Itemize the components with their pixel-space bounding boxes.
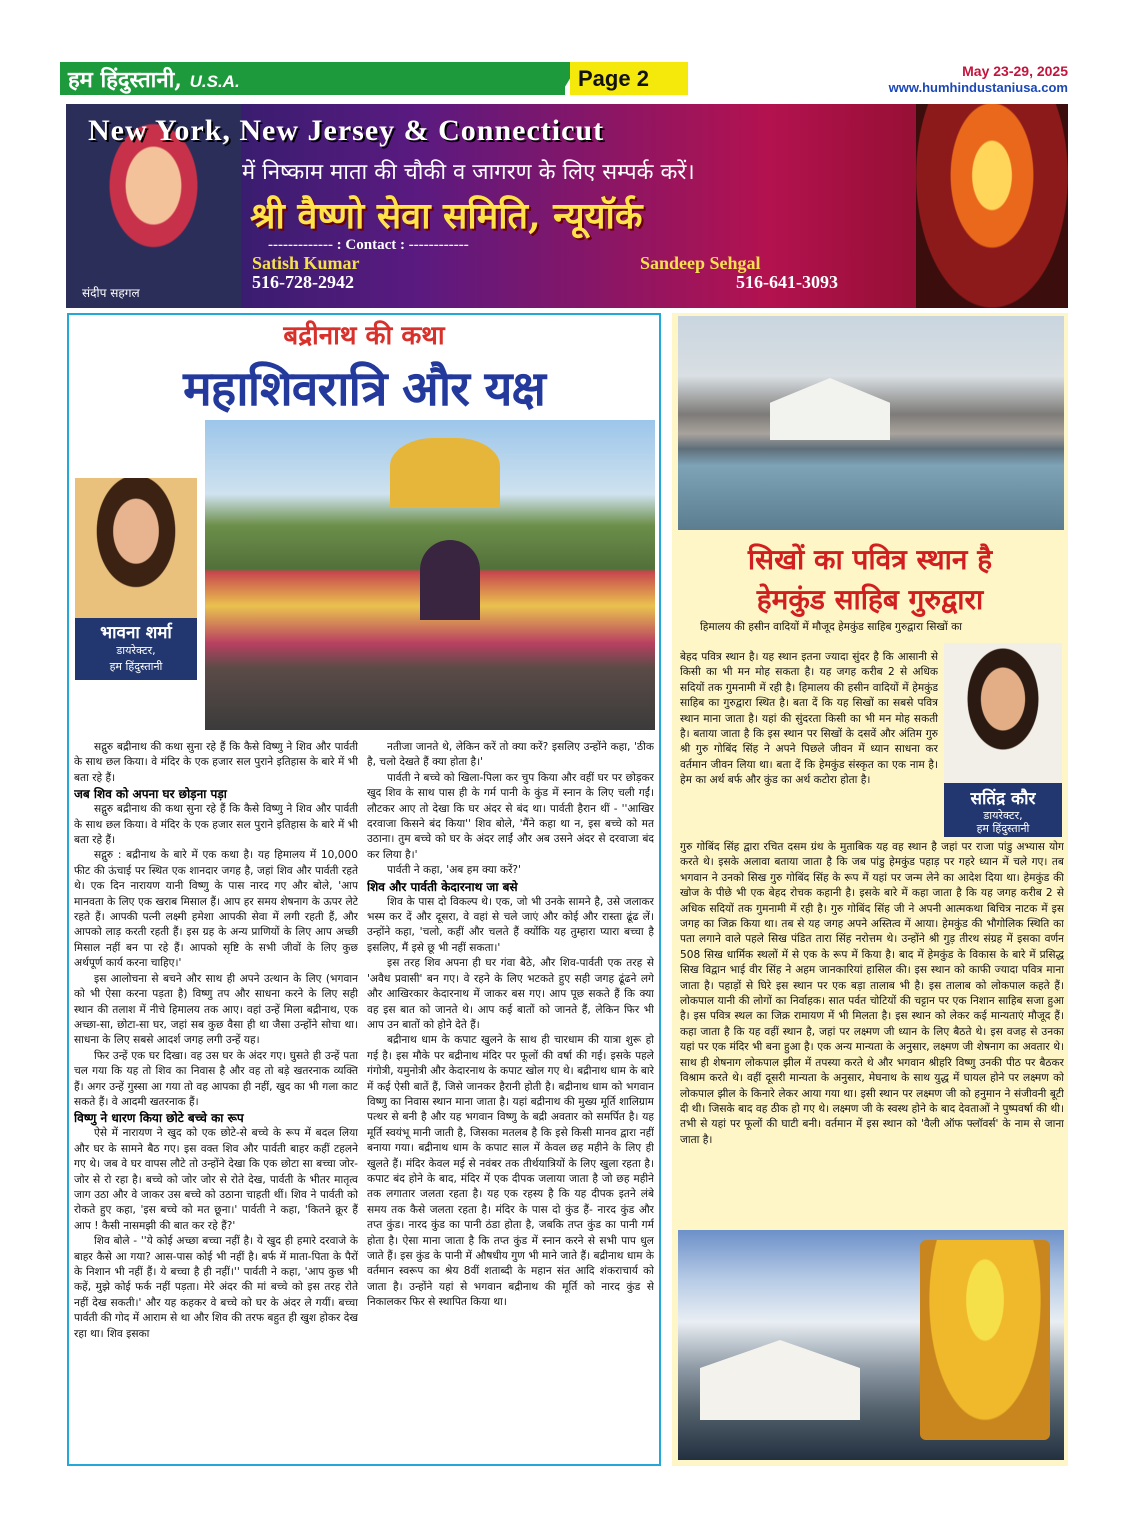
- paragraph: पार्वती ने बच्चे को खिला-पिला कर चुप किया और वहीं घर पर छोड़कर खुद शिव के साथ पास ही के गर्म पानी के कुंड में स्नान के लिए चली गईं। लौटकर आए तो देखा कि घर अंदर से बंद था। पार्वती हैरान थीं - ''आखिर दरवाजा किसने बंद किया'' शिव बोले, 'मैंने कहा था न, इस बच्चे को मत उठाना। तुम बच्चे को घर के अंदर लाईं और अब उसने अंदर से दरवाजा बंद कर लिया है।': [367, 771, 654, 861]
- ad-contact2-name: Sandeep Sehgal: [640, 253, 761, 273]
- author-name: भावना शर्मा: [100, 623, 172, 643]
- temple-entrance: [420, 540, 480, 620]
- author-photo: [75, 478, 197, 618]
- subheading: शिव और पार्वती केदारनाथ जा बसे: [367, 879, 518, 894]
- left-article-column-2: [367, 740, 654, 1460]
- right-article-body: [680, 840, 1064, 1228]
- ad-organization: श्री वैष्णो सेवा समिति, न्यूयॉर्क: [250, 195, 643, 237]
- guru-gobind-singh-portrait: [920, 1240, 1050, 1440]
- paragraph: हिमालय की हसीन वादियों में मौजूद हेमकुंड साहिब गुरुद्वारा सिखों का: [700, 621, 963, 633]
- paragraph: बद्रीनाथ धाम के कपाट खुलने के साथ ही चारधाम की यात्रा शुरू हो गई है। इस मौके पर बद्रीनाथ मंदिर पर फूलों की वर्षा की गई। इसके पहले गंगोत्री, यमुनोत्री और केदारनाथ के कपाट खोल गए थे। बद्रीनाथ धाम के बारे में कई ऐसी बातें हैं, जिसे जानकर हैरानी होती है। बद्रीनाथ धाम को भगवान विष्णु का निवास स्थान माना जाता है। यहां बद्रीनाथ की मुख्य मूर्ति शालिग्राम पत्थर से बनी है और यह भगवान विष्णु के बद्री अवतार को समर्पित है। यह मूर्ति स्वयंभू मानी जाती है, जिसका मतलब है कि इसे किसी मानव द्वारा नहीं बनाया गया। बद्रीनाथ धाम के कपाट साल में केवल छह महीने के लिए ही खुलते हैं। मंदिर केवल मई से नवंबर तक तीर्थयात्रियों के लिए खुला रहता है। कपाट बंद होने के बाद, मंदिर में एक दीपक जलाया जाता है जो छह महीने तक लगातार जलता रहता है। यह एक रहस्य है कि यह दीपक इतने लंबे समय तक कैसे जलता रहता है। मंदिर के पास दो कुंड हैं- नारद कुंड और तप्त कुंड। नारद कुंड का पानी ठंडा होता है, जबकि तप्त कुंड का पानी गर्म होता है। ऐसा माना जाता है कि तप्त कुंड में स्नान करने से सभी पाप धुल जाते हैं। इस कुंड के पानी में औषधीय गुण भी माने जाते हैं। बद्रीनाथ धाम के वर्तमान स्वरूप का श्रेय 8वीं शताब्दी के महान संत आदि शंकराचार्य को जाता है। उन्होंने यहां से भगवान बद्रीनाथ की मूर्ति को नारद कुंड से निकालकर फिर से स्थापित किया था।: [367, 1034, 654, 1309]
- right-article-headline-line1: सिखों का पवित्र स्थान है: [747, 543, 993, 576]
- singer-caption: संदीप सहगल: [82, 286, 140, 300]
- newspaper-name-hindi: हम हिंदुस्तानी,: [68, 67, 182, 93]
- newspaper-region: U.S.A.: [189, 72, 240, 91]
- temple-roof: [390, 438, 500, 508]
- author-org: हम हिंदुस्तानी: [109, 660, 163, 673]
- issue-date: May 23-29, 2025: [962, 63, 1068, 79]
- paragraph: सद्गुरु : बद्रीनाथ के बारे में एक कथा है। यह हिमालय में 10,000 फीट की ऊंचाई पर स्थित एक शानदार जगह है, जहां शिव और पार्वती रहते थे। एक दिन नारायण यानी विष्णु के पास नारद गए और बोले, 'आप मानवता के लिए एक खराब मिसाल हैं। आप हर समय शेषनाग के ऊपर लेटे रहते हैं। आपकी पत्नी लक्ष्मी हमेशा आपकी सेवा में लगी रहती हैं, और आपको लाड़ करती रहती हैं। इस ग्रह के अन्य प्राणियों के लिए आप अच्छी मिसाल नहीं बन पा रहे हैं। आपको सृष्टि के सभी जीवों के लिए कुछ अर्थपूर्ण कार्य करना चाहिए।': [74, 849, 358, 970]
- paragraph: गुरु गोबिंद सिंह द्वारा रचित दसम ग्रंथ के मुताबिक यह वह स्थान है जहां पर राजा पांडु अभ्यास योग करते थे। इसके अलावा बताया जाता है कि जब पांडु हेमकुंड पहाड़ पर गहरे ध्यान में चले गए। तब भगवान ने उनको सिख गुरु गोबिंद सिंह के रूप में यहां पर जन्म लेने का आदेश दिया था। हेमकुंड की खोज के पीछे भी एक बेहद रोचक कहानी है। इसके बारे में कहा जाता है कि यह जगह करीब 2 से अधिक सदियों तक गुमनामी में रही है। गुरु गोबिंद सिंह जी ने अपनी आत्मकथा बिचित्र नाटक में इस जगह का जिक्र किया था। तब से यह जगह अपने अस्तित्व में आया। हेमकुंड की भौगोलिक स्थिति का पता लगाने वाले पहले सिख पंडित तारा सिंह नरोत्तम थे। उन्होंने श्री गुड़ तीरथ संग्रह में इसका वर्णन 508 सिख धार्मिक स्थलों में से एक के रूप में किया है। बाद में हेमकुंड के विकास के बारे में प्रसिद्ध सिख विद्वान भाई वीर सिंह ने अहम जानकारियां हासिल की। इस स्थान को काफी ज्यादा पवित्र माना जाता है। पहाड़ों से घिरे इस स्थान पर एक बड़ा तालाब भी है। इस तालाब को लोकपाल कहते हैं। लोकपाल यानी की लोगों का निर्वाहक। सात पर्वत चोटियों की चट्टान पर एक निशान साहिब सजा हुआ है। इस पवित्र स्थल का जिक्र रामायण में भी मिलता है। इस स्थान को लेकर कई मान्यताएं मौजूद हैं। कहा जाता है कि यह वहीं स्थान है, जहां पर लक्ष्मण जी ध्यान के लिए बैठते थे। इस वजह से उनका यहां पर एक मंदिर भी बना हुआ है। एक अन्य मान्यता के अनुसार, लक्ष्मण जी शेषनाग का अवतार थे। साथ ही शेषनाग लोकपाल झील में तपस्या करते थे और भगवान श्रीहरि विष्णु उनकी पीठ पर बैठकर विश्राम करते थे। वहीं दूसरी मान्यता के अनुसार, मेघनाथ के साथ युद्ध में घायल होने पर लक्ष्मण को लोकपाल झील के किनारे लेकर आया गया था। इसी स्थान पर लक्ष्मण जी को हनुमान ने संजीवनी बूटी दी थी। जिसके बाद वह ठीक हो गए थे। लक्ष्मण जी के स्वस्थ होने के बाद देवताओं ने पुष्पवर्षा की थी। तभी से यहां पर फूलों की घाटी बनी। वर्तमान में इस स्थान को 'वैली ऑफ फ्लॉवर्स' के नाम से जाना जाता है।: [680, 841, 1064, 1146]
- ad-cities: New York, New Jersey & Connecticut: [88, 114, 605, 147]
- ad-tagline: में निष्काम माता की चौकी व जागरण के लिए सम्पर्क करें।: [242, 160, 695, 185]
- paragraph: नतीजा जानते थे, लेकिन करें तो क्या करें? इसलिए उन्होंने कहा, 'ठीक है, चलो देखते हैं क्या होता है।': [367, 741, 654, 769]
- paragraph: बेहद पवित्र स्थान है। यह स्थान इतना ज्यादा सुंदर है कि आसानी से किसी का भी मन मोह सकता है। यह जगह करीब 2 से अधिक सदियों तक गुमनामी में रही है। हिमालय की हसीन वादियों में हेमकुंड साहिब का गुरुद्वारा स्थित है। बता दें कि यह सिखों का सबसे पवित्र स्थान माना जाता है। यहां की सुंदरता किसी का भी मन मोह सकती है। बताया जाता है कि इस स्थान पर सिखों के दसवें और अंतिम गुरु श्री गुरु गोबिंद सिंह ने अपने पिछले जीवन में ध्यान साधना कर वर्तमान जीवन लिया था। बता दें कि हेमकुंड संस्कृत का एक नाम है। हेम का अर्थ बर्फ और कुंड का अर्थ कटोरा होता है।: [680, 651, 938, 787]
- ad-contact2-phone[interactable]: 516-641-3093: [736, 272, 838, 292]
- right-article-text-beside-photo: [680, 650, 938, 840]
- paragraph: पार्वती ने कहा, 'अब हम क्या करें?': [387, 864, 521, 877]
- subheading: जब शिव को अपना घर छोड़ना पड़ा: [74, 787, 227, 802]
- paragraph: सद्गुरु बद्रीनाथ की कथा सुना रहे हैं कि कैसे विष्णु ने शिव और पार्वती के साथ छल किया। वे मंदिर के एक हजार सल पुराने इतिहास के बारे में भी बता रहे हैं।: [74, 741, 358, 784]
- goddess-image: [916, 104, 1068, 308]
- paragraph: सद्गुरु बद्रीनाथ की कथा सुना रहे हैं कि कैसे विष्णु ने शिव और पार्वती के साथ छल किया। वे मंदिर के एक हजार सल पुराने इतिहास के बारे में भी बता रहे हैं।: [74, 803, 358, 847]
- left-article-kicker: बद्रीनाथ की कथा: [283, 321, 445, 351]
- subheading: विष्णु ने धारण किया छोटे बच्चे का रूप: [74, 1111, 244, 1126]
- author-name: सतिंद्र कौर: [970, 789, 1036, 809]
- paragraph: इस आलोचना से बचने और साथ ही अपने उत्थान के लिए (भगवान को भी ऐसा करना पड़ता है) विष्णु तप और साधना करने के लिए सही स्थान की तलाश में नीचे हिमालय तक आए। वहां उन्हें मिला बद्रीनाथ, एक अच्छा-सा, छोटा-सा घर, जहां सब कुछ वैसा ही था जैसा उन्होंने सोचा था। साधना के लिए सबसे आदर्श जगह लगी उन्हें यह।: [74, 972, 358, 1047]
- right-article-headline-line2: हेमकुंड साहिब गुरुद्वारा: [756, 583, 984, 616]
- ad-contact1-name: Satish Kumar: [252, 253, 360, 273]
- author-photo: [944, 643, 1062, 783]
- author-role: डायरेक्टर,: [116, 644, 156, 657]
- paragraph: ऐसे में नारायण ने खुद को एक छोटे-से बच्चे के रूप में बदल लिया और घर के सामने बैठ गए। इस वक्त शिव और पार्वती बाहर कहीं टहलने गए थे। जब वे घर वापस लौटे तो उन्होंने देखा कि एक छोटा सा बच्चा जोर-जोर से रो रहा है। बच्चे को जोर जोर से रोते देख, पार्वती के भीतर मातृत्व जाग उठा और वे जाकर उस बच्चे को उठाना चाहती थीं। शिव ने पार्वती को रोकते हुए कहा, 'इस बच्चे को मत छूना।' पार्वती ने कहा, 'कितने क्रूर हैं आप ! कैसी नासमझी की बात कर रहे हैं?': [74, 1127, 358, 1232]
- left-article-column-1: [74, 740, 358, 1460]
- newspaper-name: [68, 64, 240, 94]
- paragraph: शिव के पास दो विकल्प थे। एक, जो भी उनके सामने है, उसे जलाकर भस्म कर दें और दूसरा, वे वहां से चले जाएं और कोई और रास्ता ढूंढ लें। उन्होंने कहा, 'चलो, कहीं और चलते हैं क्योंकि यह तुम्हारा प्यारा बच्चा है इसलिए, मैं इसे छू भी नहीं सकता।': [367, 895, 654, 954]
- page-number: Page 2: [578, 66, 649, 91]
- ad-contact1-phone[interactable]: 516-728-2942: [252, 272, 354, 292]
- paragraph: शिव बोले - ''ये कोई अच्छा बच्चा नहीं है। ये खुद ही हमारे दरवाजे के बाहर कैसे आ गया? आस-पास कोई भी नहीं है। बर्फ में माता-पिता के पैरों के निशान भी नहीं हैं। ये बच्चा है ही नहीं।'' पार्वती ने कहा, 'आप कुछ भी कहें, मुझे कोई फर्क नहीं पड़ता। मेरे अंदर की मां बच्चे को इस तरह रोते नहीं देख सकती।' और यह कहकर वे बच्चे को घर के अंदर ले गयीं। बच्चा पार्वती की गोद में आराम से था और शिव की तरफ बहुत ही खुश होकर देख रहा था। शिव इसका: [74, 1235, 358, 1340]
- author-role: डायरेक्टर,: [983, 809, 1023, 822]
- ad-contact-label: ------------- : Contact : ------------: [268, 237, 469, 253]
- paragraph: इस तरह शिव अपना ही घर गंवा बैठे, और शिव-पार्वती एक तरह से 'अवैध प्रवासी' बन गए। वे रहने के लिए भटकते हुए सही जगह ढूंढने लगे और आखिरकार केदारनाथ में जाकर बस गए। आप पूछ सकते हैं कि क्या वह इस बात को जानते थे। आप कई बातों को जानते हैं, लेकिन फिर भी आप उन बातों को होने देते हैं।: [367, 957, 654, 1031]
- website-link[interactable]: www.humhindustaniusa.com: [888, 80, 1068, 95]
- author-org: हम हिंदुस्तानी: [976, 822, 1030, 835]
- left-article-headline: महाशिवरात्रि और यक्ष: [183, 361, 545, 417]
- paragraph: फिर उन्हें एक घर दिखा। वह उस घर के अंदर गए। घुसते ही उन्हें पता चल गया कि यह तो शिव का निवास है और वह तो बड़े खतरनाक व्यक्ति हैं। अगर उन्हें गुस्सा आ गया तो वह आपका ही नहीं, खुद का भी गला काट सकते हैं। वे आदमी खतरनाक हैं।: [74, 1049, 358, 1108]
